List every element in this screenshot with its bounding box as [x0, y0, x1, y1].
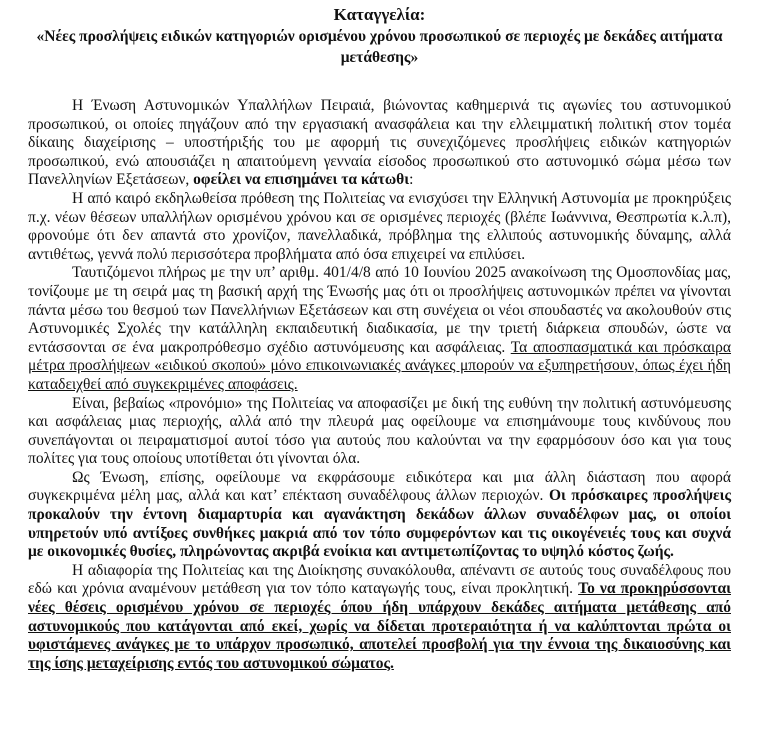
text-run: Η Ένωση Αστυνομικών Υπαλλήλων Πειραιά, βιώνοντας καθημερινά τις αγωνίες του αστυνομικού προσωπικού, οι οποίες πηγάζουν από την εργασιακή ανασφάλεια και την ελλειμματική πολιτική στον τομέα δίκαιης διαχείρισης – υποστήριξής του με αφορμή τις συνεχιζόμενες προσλήψεις ειδικών κατηγοριών προσωπικού, ενώ απουσιάζει η απαιτούμενη γενναία είσοδος προσωπικού στο αστυνομικό σώμα μέσω των Πανελληνίων Εξετάσεων, [28, 97, 731, 189]
paragraph [28, 97, 731, 190]
text-run: : [409, 171, 414, 189]
text-run: Είναι, βεβαίως «προνόμιο» της Πολιτείας να αποφασίζει με δική της ευθύνη την πολιτική αστυνόμευσης και ασφάλειας μιας περιοχής, αλλά από την πλευρά μας οφείλουμε να επισημάνουμε τους κινδύνους που συνεπάγονται οι πειραματισμοί αυτοί τόσο για αυτούς που καλούνται να την εφαρμόσουν όσο και για τους πολίτες για τους οποίους υποτίθεται ότι γίνονται όλα. [28, 394, 731, 468]
paragraph [28, 190, 731, 264]
paragraph [28, 395, 731, 469]
document-body [28, 97, 731, 673]
text-run: Τα αποσπασματικά και πρόσκαιρα μέτρα προσλήψεων «ειδικού σκοπού» μόνο επικοινωνιακές ανάγκες μπορούν να εξυπηρετήσουν, όπως έχει ήδη καταδειχθεί από συγκεκριμένες αποφάσεις. [28, 338, 732, 393]
text-run: οφείλει να επισημάνει τα κάτωθι [193, 171, 410, 189]
document-subtitle: «Νέες προσλήψεις ειδικών κατηγοριών ορισμένου χρόνου προσωπικού σε περιοχές με δεκάδες αιτήματα μετάθεσης» [36, 28, 723, 66]
paragraph [28, 264, 731, 394]
text-run: Η από καιρό εκδηλωθείσα πρόθεση της Πολιτείας να ενισχύσει την Ελληνική Αστυνομία με προκηρύξεις π.χ. νέων θέσεων υπαλλήλων ορισμένου χρόνου και σε ορισμένες περιοχές (βλέπε Ιωάννινα, Θεσπρωτία κ.λ.π), φρονούμε ότι δεν απαντά στο χρονίζον, πανελλαδικά, πρόβλημα της ελλιπούς αστυνομικής δύναμης, αλλά αντιθέτως, γεννά πολύ περισσότερα προβλήματα από όσα επιχειρεί να επιλύσει. [28, 189, 731, 263]
text-run: Ταυτιζόμενοι πλήρως με την υπ’ αριθμ. 401/4/8 από 10 Ιουνίου 2025 ανακοίνωση της Ομοσπονδίας μας, τονίζουμε με τη σειρά μας τη βασική αρχή της Ένωσής μας ότι οι προσλήψεις αστυνομικών πρέπει να γίνονται πάντα μέσω του θεσμού των Πανελλήνιων Εξετάσεων και στη συνέχεια οι νέοι σπουδαστές να ακολουθούν στις Αστυνομικές Σχολές την κατάλληλη εκπαιδευτική διαδικασία, με την τριετή διάρκεια σπουδών, ώστε να εντάσσονται σε ένα μακροπρόθεσμο σχέδιο αστυνόμευσης και ασφάλειας. [28, 264, 731, 356]
text-run: Το να προκηρύσσονται νέες θέσεις ορισμένου χρόνου σε περιοχές όπου ήδη υπάρχουν δεκάδες αιτήματα μετάθεσης από αστυνομικούς που κατάγονται από εκεί, χωρίς να δίδεται προτεραιότητα ή να καλύπτονται πρώτα οι υφιστάμενες ανάγκες με το υπάρχον προσωπικό, αποτελεί προσβολή για την έννοια της δικαιοσύνης και της ίσης μεταχείρισης εντός του αστυνομικού σώματος. [28, 580, 731, 672]
text-run: Οι πρόσκαιρες προσλήψεις προκαλούν την έντονη διαμαρτυρία και αγανάκτηση δεκάδων άλλων συναδέλφων μας, οι οποίοι υπηρετούν υπό αντίξοες συνθήκες μακριά από τον τόπο συμφερόντων και τις οικογένειές τους και συχνά με οικονομικές θυσίες, πληρώνοντας ακριβά ενοίκια και αντιμετωπίζοντας το υψηλό κόστος ζωής. [28, 487, 731, 561]
text-run: Ως Ένωση, επίσης, οφείλουμε να εκφράσουμε ειδικότερα και μια άλλη διάσταση που αφορά συγκεκριμένα μέλη μας, αλλά και κατ’ επέκταση συναδέλφους άλλων περιοχών. [28, 468, 731, 505]
text-run: Η αδιαφορία της Πολιτείας και της Διοίκησης συνακόλουθα, απέναντι σε αυτούς τους συναδέλφους που εδώ και χρόνια αναμένουν μετάθεση για τον τόπο καταγωγής τους, είναι προκλητική. [28, 561, 731, 598]
document-title: Καταγγελία: [333, 5, 426, 24]
paragraph [28, 562, 731, 674]
paragraph [28, 469, 731, 562]
